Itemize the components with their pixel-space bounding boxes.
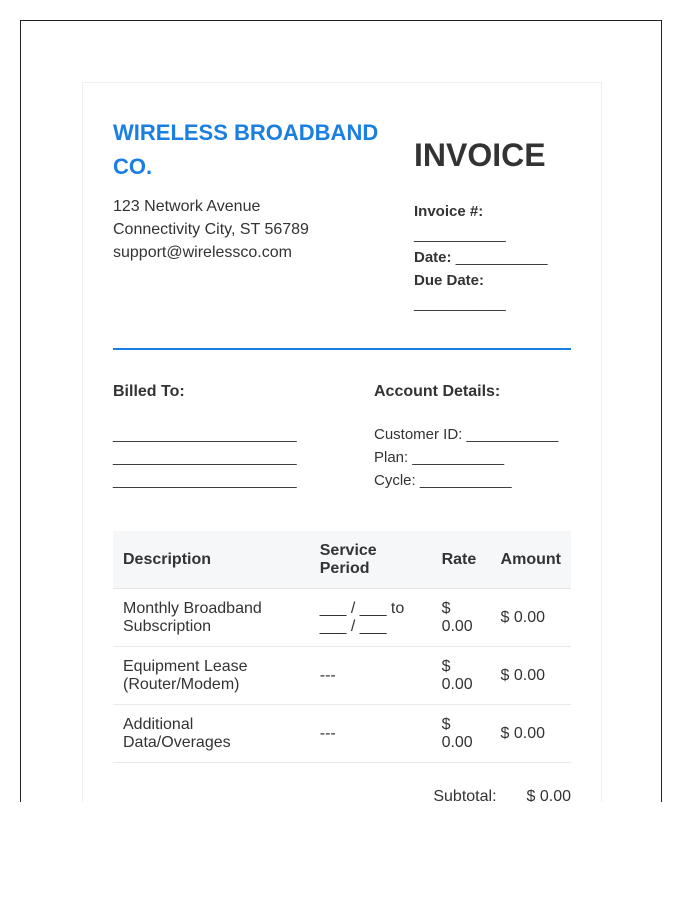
invoice-number-label: Invoice #: bbox=[414, 203, 484, 220]
table-row bbox=[113, 705, 571, 763]
cell-description: Monthly Broadband Subscription bbox=[113, 589, 310, 647]
header-divider bbox=[113, 348, 571, 350]
customer-id-value: ___________ bbox=[466, 426, 559, 443]
invoice-number-value: ___________ bbox=[414, 226, 506, 243]
cell-description: Additional Data/Overages bbox=[113, 705, 310, 763]
cell-service-period: --- bbox=[310, 705, 432, 763]
column-header-amount: Amount bbox=[491, 531, 571, 589]
subtotal-label: Subtotal: bbox=[433, 788, 497, 802]
cell-amount: $ 0.00 bbox=[491, 647, 571, 705]
column-header-service-period: Service Period bbox=[310, 531, 432, 589]
cycle-label: Cycle: bbox=[374, 472, 416, 489]
plan-label: Plan: bbox=[374, 449, 409, 466]
cell-rate: $ 0.00 bbox=[432, 705, 491, 763]
billed-to-section bbox=[113, 381, 333, 492]
due-date-label: Due Date: bbox=[414, 272, 485, 289]
cell-rate: $ 0.00 bbox=[432, 647, 491, 705]
company-name: WIRELESS BROADBAND CO. bbox=[113, 120, 379, 179]
invoice-number-row bbox=[414, 200, 584, 223]
address-line-2: Connectivity City, ST 56789 bbox=[113, 221, 309, 238]
column-header-rate: Rate bbox=[432, 531, 491, 589]
invoice-meta bbox=[414, 200, 584, 315]
account-details-section bbox=[374, 381, 584, 492]
page-viewport bbox=[20, 20, 662, 802]
account-details-heading: Account Details: bbox=[374, 383, 501, 400]
table-row bbox=[113, 589, 571, 647]
invoice-title: INVOICE bbox=[414, 137, 546, 173]
cell-amount: $ 0.00 bbox=[491, 589, 571, 647]
billed-to-line: ______________________ bbox=[113, 449, 297, 466]
invoice-date-value: ___________ bbox=[455, 249, 548, 266]
cycle-row bbox=[374, 469, 584, 492]
subtotal-value: $ 0.00 bbox=[526, 788, 571, 802]
plan-row bbox=[374, 446, 584, 469]
company-email: support@wirelessco.com bbox=[113, 244, 292, 261]
cell-rate: $ 0.00 bbox=[432, 589, 491, 647]
due-date-row bbox=[414, 269, 584, 292]
table-row bbox=[113, 647, 571, 705]
cell-description: Equipment Lease (Router/Modem) bbox=[113, 647, 310, 705]
billed-to-line: ______________________ bbox=[113, 472, 297, 489]
table-body bbox=[113, 589, 571, 763]
customer-id-row bbox=[374, 423, 584, 446]
subtotal-row bbox=[383, 787, 571, 802]
invoice-date-label: Date: bbox=[414, 249, 452, 266]
company-address bbox=[113, 195, 309, 264]
cell-service-period: --- bbox=[310, 647, 432, 705]
address-line-1: 123 Network Avenue bbox=[113, 198, 261, 215]
table-header bbox=[113, 531, 571, 589]
column-header-description: Description bbox=[113, 531, 310, 589]
cell-amount: $ 0.00 bbox=[491, 705, 571, 763]
invoice-date-row bbox=[414, 246, 584, 269]
plan-value: ___________ bbox=[412, 449, 505, 466]
customer-id-label: Customer ID: bbox=[374, 426, 463, 443]
invoice-document bbox=[82, 82, 602, 802]
cell-service-period: ___ / ___ to ___ / ___ bbox=[310, 589, 432, 647]
billed-to-line: ______________________ bbox=[113, 426, 297, 443]
line-items-table bbox=[113, 531, 571, 763]
table-header-row bbox=[113, 531, 571, 589]
cycle-value: ___________ bbox=[419, 472, 512, 489]
due-date-value: ___________ bbox=[414, 295, 506, 312]
billed-to-heading: Billed To: bbox=[113, 383, 185, 400]
